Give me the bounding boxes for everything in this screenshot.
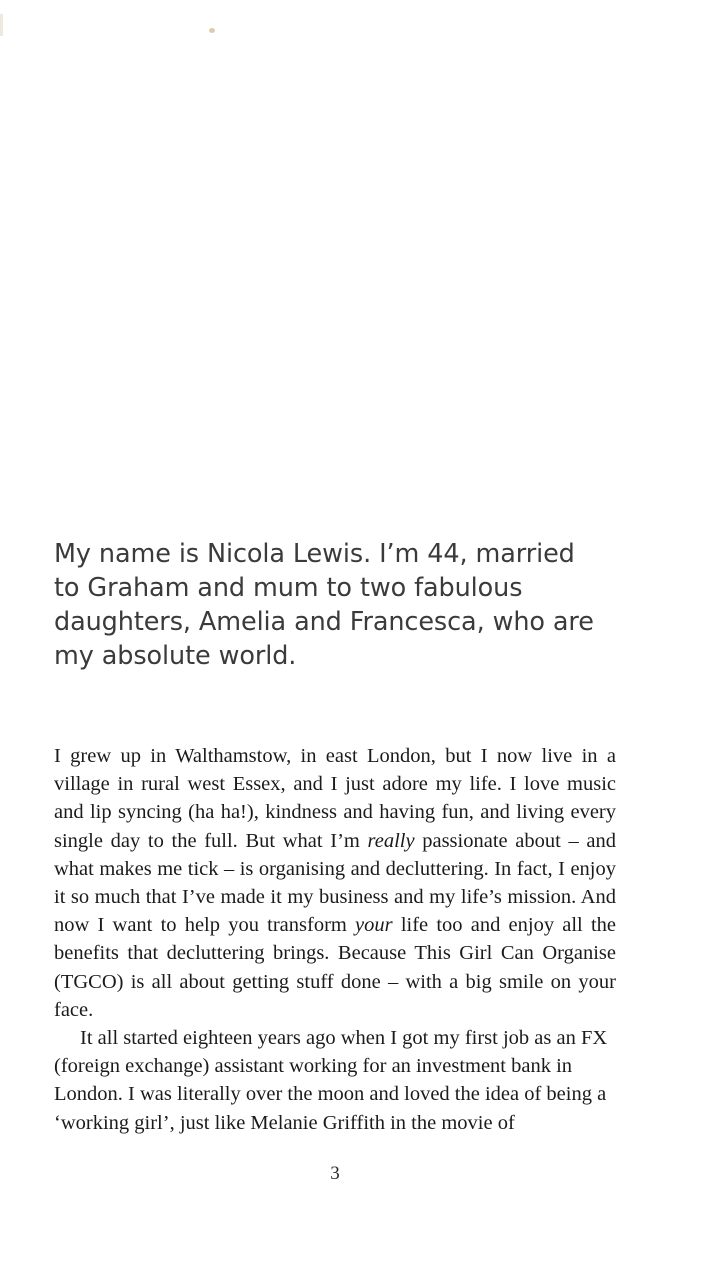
chapter-lede-paragraph: My name is Nicola Lewis. I’m 44, married to Graham and mum to two fabulous daughters, Amelia and Francesca, who are my absolute world. bbox=[54, 539, 594, 671]
scan-speck-artifact bbox=[209, 28, 215, 33]
paragraph: It all started eighteen years ago when I got my first job as an FX (foreign exchange) assistant working for an investment bank in London. I was literally over the moon and loved the idea of being a ‘working girl’, just like Melanie Griffith in the movie of bbox=[54, 1027, 608, 1134]
emphasis: your bbox=[355, 914, 393, 937]
paragraph: I grew up in Walthamstow, in east London, but I now live in a village in rural west Essex, and I just adore my life. I love music and lip syncing (ha ha!), kindness and having fun, and living every single day to the full. But what I’m really passionate about – and what makes me tick – is organising and decluttering. In fact, I enjoy it so much that I’ve made it my business and my life’s mission. And now I want to help you transform your life too and enjoy all the benefits that decluttering brings. Because This Girl Can Organise (TGCO) is all about getting stuff done – with a big smile on your face. bbox=[54, 745, 616, 1021]
page-number: 3 bbox=[330, 1163, 340, 1184]
page-edge-artifact bbox=[0, 14, 3, 36]
body-text bbox=[54, 742, 616, 1137]
emphasis: really bbox=[367, 829, 415, 852]
